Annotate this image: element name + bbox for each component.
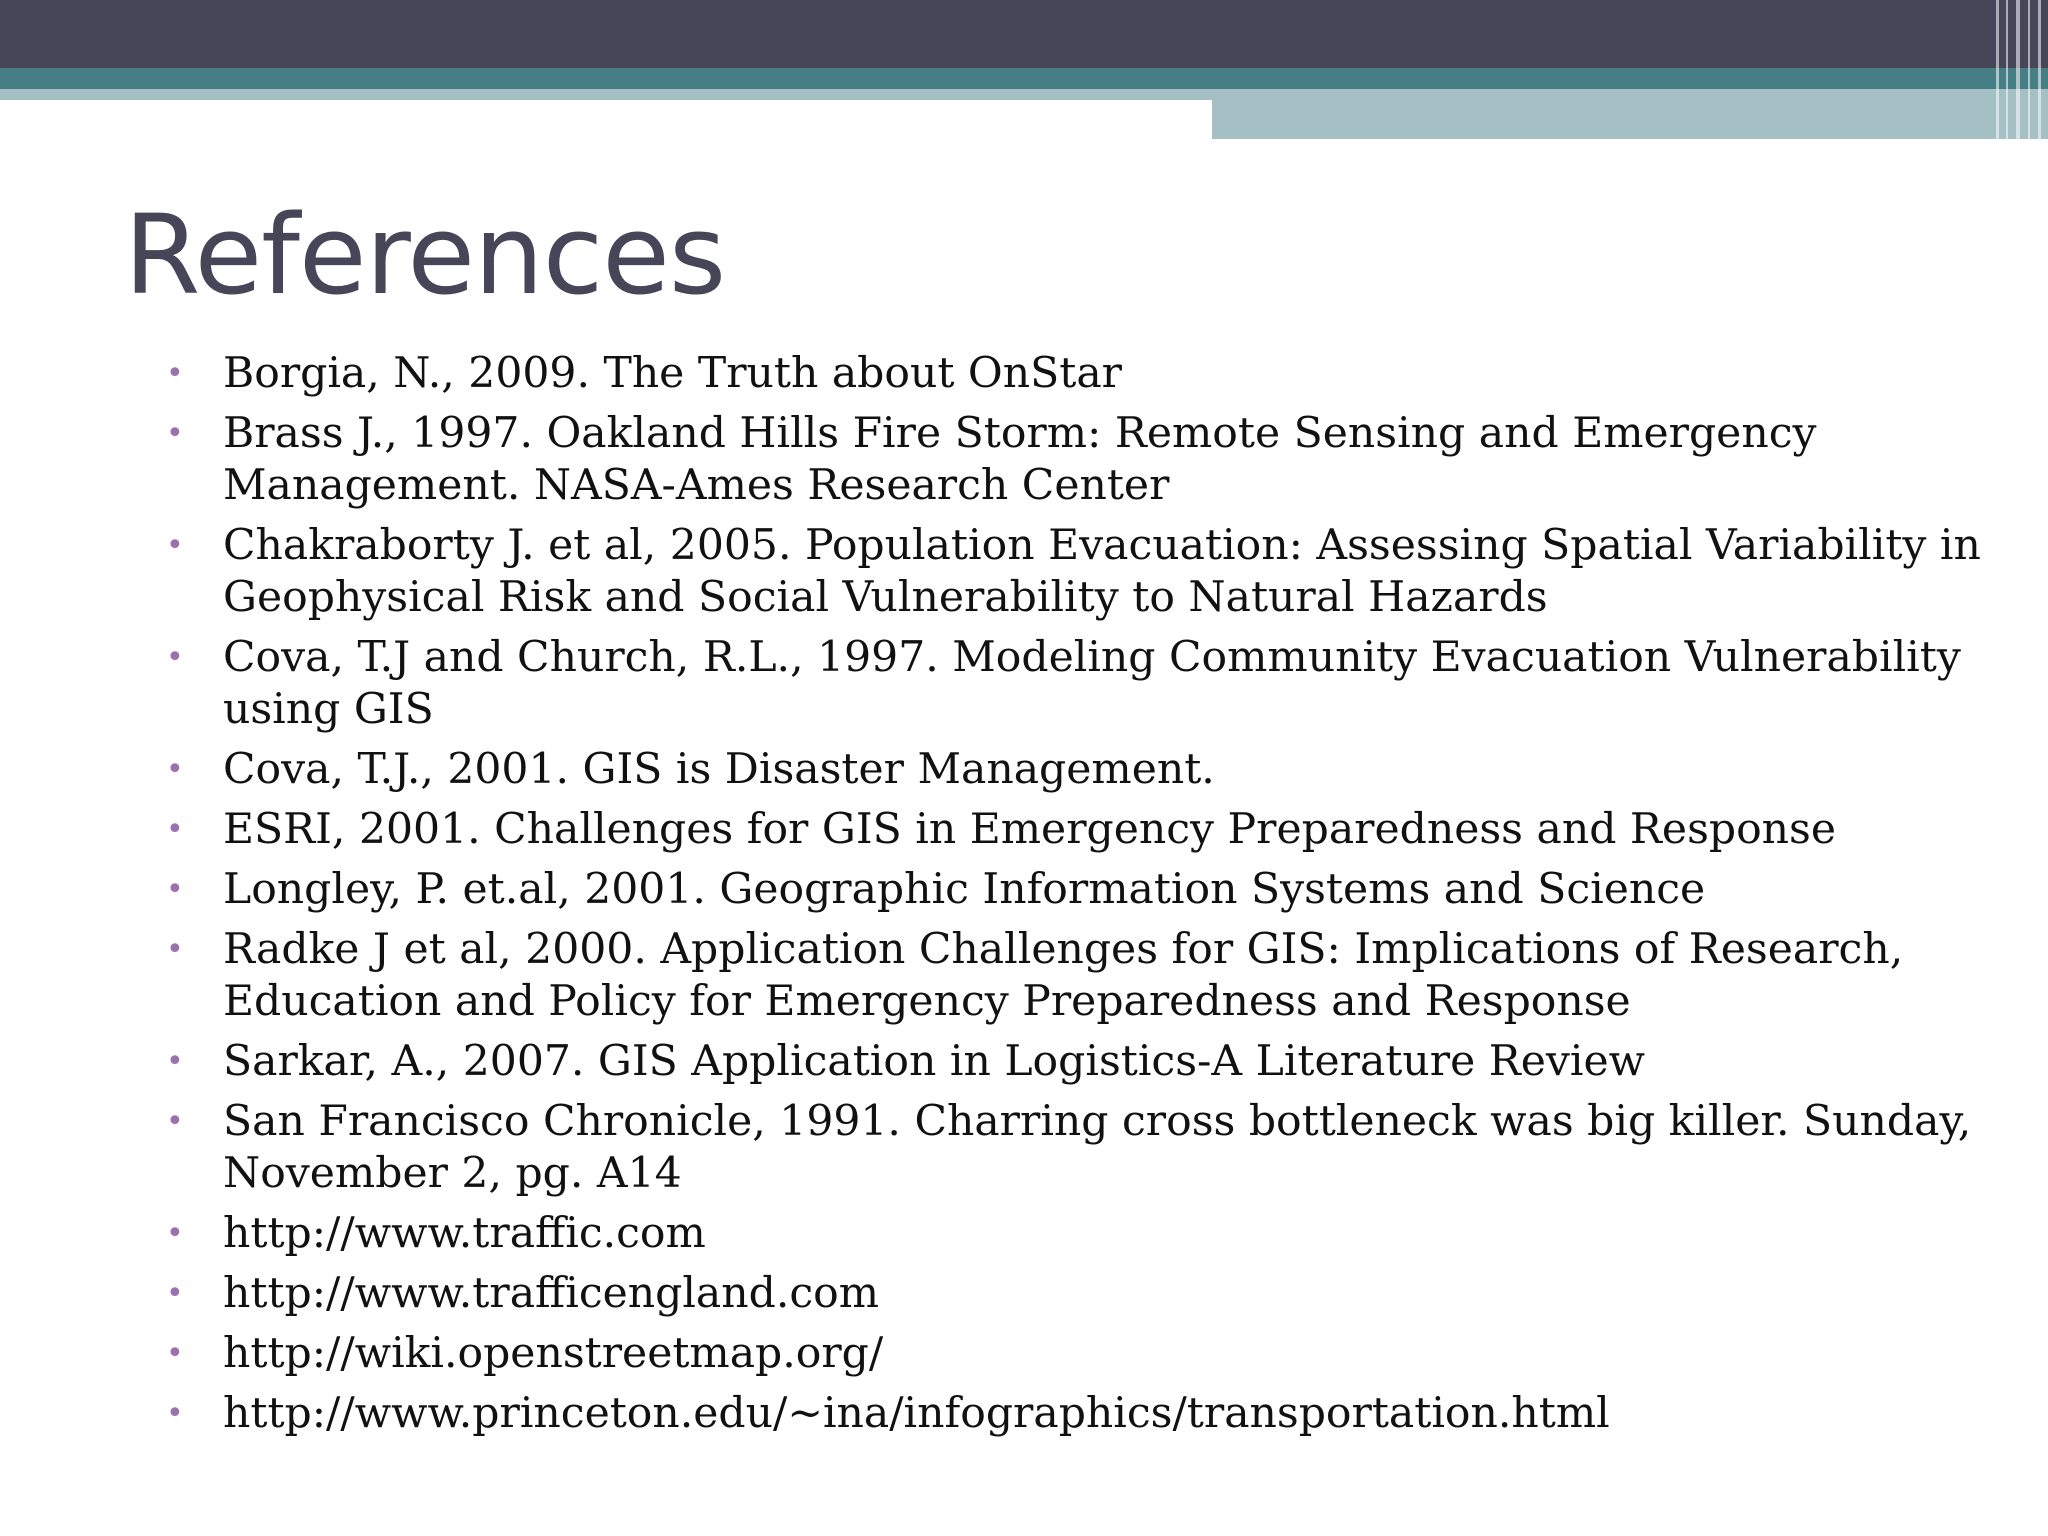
- reference-item: [160, 1096, 2000, 1200]
- reference-item: [160, 744, 2000, 796]
- reference-text: Borgia, N., 2009. The Truth about OnStar: [223, 349, 1122, 398]
- reference-item: [160, 408, 2000, 512]
- reference-item: [160, 1036, 2000, 1088]
- header-edge-stripes: [1988, 0, 2048, 139]
- reference-item: [160, 1268, 2000, 1320]
- reference-link[interactable]: http://wiki.openstreetmap.org/: [223, 1329, 884, 1378]
- reference-text: Brass J., 1997. Oakland Hills Fire Storm: Remote Sensing and Emergency Management. NASA-Ames Research Center: [223, 409, 1817, 510]
- reference-text: Longley, P. et.al, 2001. Geographic Information Systems and Science: [223, 865, 1706, 914]
- reference-text: Radke J et al, 2000. Application Challenges for GIS: Implications of Research, Education and Policy for Emergency Preparedness and Response: [223, 925, 1904, 1026]
- bullet-icon: •: [166, 752, 184, 787]
- bullet-icon: •: [166, 528, 184, 563]
- reference-list: [160, 348, 2000, 1448]
- reference-item: [160, 520, 2000, 624]
- bullet-icon: •: [166, 1216, 184, 1251]
- bullet-icon: •: [166, 1396, 184, 1431]
- reference-item: [160, 1388, 2000, 1440]
- bullet-icon: •: [166, 1276, 184, 1311]
- bullet-icon: •: [166, 872, 184, 907]
- header-band-light-right: [1212, 89, 2048, 139]
- bullet-icon: •: [166, 932, 184, 967]
- reference-item: [160, 632, 2000, 736]
- reference-item: [160, 864, 2000, 916]
- bullet-icon: •: [166, 812, 184, 847]
- reference-text: San Francisco Chronicle, 1991. Charring cross bottleneck was big killer. Sunday, November 2, pg. A14: [223, 1097, 1972, 1198]
- reference-item: [160, 1208, 2000, 1260]
- header-band-teal: [0, 68, 2048, 89]
- bullet-icon: •: [166, 1104, 184, 1139]
- reference-link[interactable]: http://www.trafficengland.com: [223, 1269, 880, 1318]
- header-band-light-left: [0, 89, 1212, 100]
- reference-text: Sarkar, A., 2007. GIS Application in Logistics-A Literature Review: [223, 1037, 1646, 1086]
- bullet-icon: •: [166, 1336, 184, 1371]
- reference-item: [160, 1328, 2000, 1380]
- header-band-dark: [0, 0, 2048, 68]
- bullet-icon: •: [166, 640, 184, 675]
- bullet-icon: •: [166, 416, 184, 451]
- slide-title: References: [124, 191, 726, 319]
- reference-text: Cova, T.J., 2001. GIS is Disaster Management.: [223, 745, 1215, 794]
- reference-text: Chakraborty J. et al, 2005. Population Evacuation: Assessing Spatial Variability in Geophysical Risk and Social Vulnerability to Natural Hazards: [223, 521, 1981, 622]
- reference-item: [160, 924, 2000, 1028]
- reference-link[interactable]: http://www.princeton.edu/~ina/infographics/transportation.html: [223, 1389, 1610, 1438]
- reference-item: [160, 804, 2000, 856]
- reference-item: [160, 348, 2000, 400]
- reference-text: Cova, T.J and Church, R.L., 1997. Modeling Community Evacuation Vulnerability using GIS: [223, 633, 1961, 734]
- bullet-icon: •: [166, 356, 184, 391]
- reference-link[interactable]: http://www.traffic.com: [223, 1209, 706, 1258]
- reference-text: ESRI, 2001. Challenges for GIS in Emergency Preparedness and Response: [223, 805, 1837, 854]
- bullet-icon: •: [166, 1044, 184, 1079]
